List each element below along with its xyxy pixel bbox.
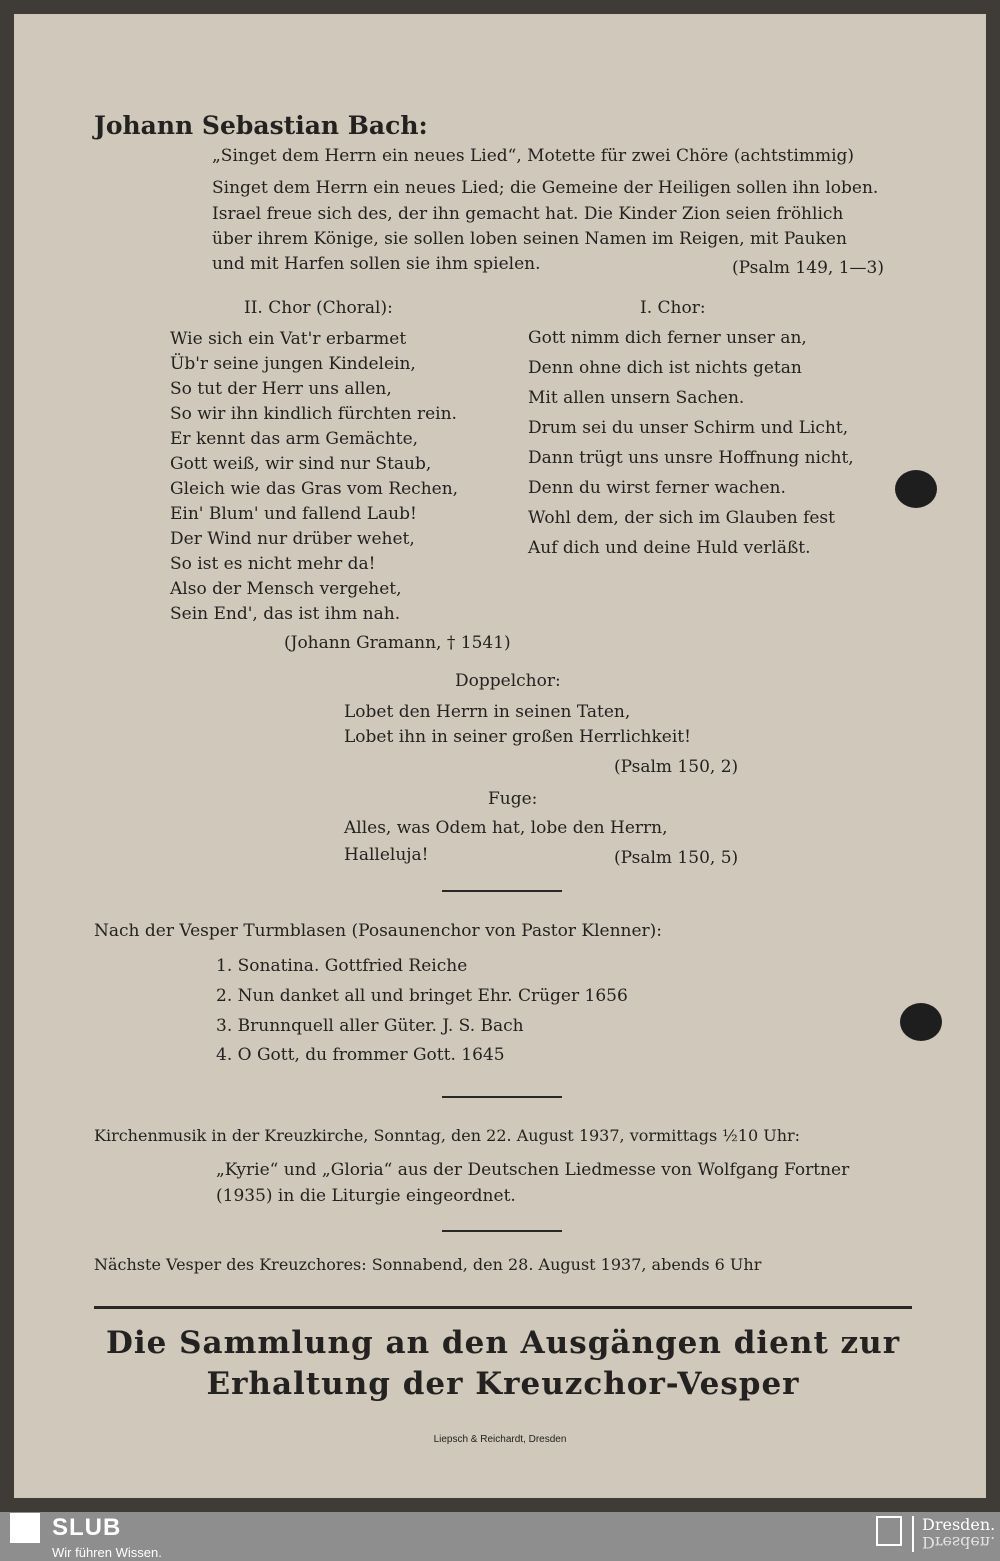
tower-item: 1. Sonatina. Gottfried Reiche [216, 956, 468, 976]
choir2-line: So tut der Herr uns allen, [170, 379, 392, 399]
psalm-text-line: Israel freue sich des, der ihn gemacht hat. Die Kinder Zion seien fröhlich [212, 204, 844, 224]
city-name: Dresden. [922, 1515, 996, 1534]
viewer-footer [0, 1512, 1000, 1561]
choir2-line: Wie sich ein Vat'r erbarmet [170, 329, 407, 349]
choir2-line: Der Wind nur drüber wehet, [170, 529, 415, 549]
psalm-text-line: Singet dem Herrn ein neues Lied; die Gemeine der Heiligen sollen ihn loben. [212, 178, 879, 198]
psalm-text-line: und mit Harfen sollen sie ihm spielen. [212, 254, 541, 274]
section-divider [442, 890, 562, 892]
choir1-line: Denn ohne dich ist nichts getan [528, 358, 802, 378]
fugue-line: Alles, was Odem hat, lobe den Herrn, [344, 818, 668, 838]
footer-divider [912, 1516, 914, 1552]
choir1-heading: I. Chor: [640, 298, 706, 318]
church-music-line: „Kyrie“ und „Gloria“ aus der Deutschen Liedmesse von Wolfgang Fortner [216, 1160, 850, 1180]
double-choir-heading: Doppelchor: [455, 671, 561, 691]
choir1-line: Gott nimm dich ferner unser an, [528, 328, 807, 348]
fugue-line: Halleluja! [344, 845, 429, 865]
tower-item: 3. Brunnquell aller Güter. J. S. Bach [216, 1016, 524, 1036]
choir1-line: Drum sei du unser Schirm und Licht, [528, 418, 849, 438]
choir1-line: Dann trügt uns unsre Hoffnung nicht, [528, 448, 854, 468]
collection-notice-line: Die Sammlung an den Ausgängen dient zur [105, 1325, 901, 1361]
choir1-line: Auf dich und deine Huld verläßt. [528, 538, 811, 558]
punch-hole [895, 470, 937, 508]
choir1-line: Mit allen unsern Sachen. [528, 388, 745, 408]
choir2-line: Gleich wie das Gras vom Rechen, [170, 479, 459, 499]
choir2-line: Üb'r seine jungen Kindelein, [170, 354, 416, 374]
page-rule [94, 1306, 912, 1309]
punch-hole [900, 1003, 942, 1041]
section-divider [442, 1096, 562, 1098]
double-choir-reference: (Psalm 150, 2) [614, 757, 739, 777]
tower-heading: Nach der Vesper Turmblasen (Posaunenchor von Pastor Klenner): [94, 921, 663, 941]
brand-slogan: Wir führen Wissen. [52, 1545, 162, 1560]
tower-item: 4. O Gott, du frommer Gott. 1645 [216, 1045, 505, 1065]
city-name-reflection: Dresden. [922, 1533, 996, 1552]
printer-imprint: Liepsch & Reichardt, Dresden [433, 1434, 567, 1445]
composer-heading: Johann Sebastian Bach: [94, 111, 428, 140]
church-music-heading: Kirchenmusik in der Kreuzkirche, Sonntag, den 22. August 1937, vormittags ½10 Uhr: [94, 1126, 801, 1145]
choir2-line: Er kennt das arm Gemächte, [170, 429, 419, 449]
psalm-reference: (Psalm 149, 1—3) [732, 258, 884, 278]
hymn-author: (Johann Gramann, † 1541) [284, 633, 511, 653]
choir2-line: Also der Mensch vergehet, [170, 579, 402, 599]
choir2-line: So ist es nicht mehr da! [170, 554, 376, 574]
choir1-line: Wohl dem, der sich im Glauben fest [528, 508, 835, 528]
next-vesper-notice: Nächste Vesper des Kreuzchores: Sonnabend, den 28. August 1937, abends 6 Uhr [94, 1255, 762, 1274]
choir2-line: Gott weiß, wir sind nur Staub, [170, 454, 432, 474]
collection-notice-line: Erhaltung der Kreuzchor-Vesper [206, 1366, 800, 1402]
slub-logo-icon [10, 1513, 40, 1543]
work-title: „Singet dem Herrn ein neues Lied“, Motette für zwei Chöre (achtstimmig) [212, 146, 855, 166]
church-music-line: (1935) in die Liturgie eingeordnet. [216, 1186, 516, 1206]
choir2-heading: II. Chor (Choral): [244, 298, 393, 318]
double-choir-line: Lobet den Herrn in seinen Taten, [344, 702, 631, 722]
coat-of-arms-icon [876, 1516, 902, 1546]
section-divider [442, 1230, 562, 1232]
choir2-line: So wir ihn kindlich fürchten rein. [170, 404, 457, 424]
choir2-line: Ein' Blum' und fallend Laub! [170, 504, 417, 524]
choir1-line: Denn du wirst ferner wachen. [528, 478, 786, 498]
fugue-heading: Fuge: [488, 789, 538, 809]
tower-item: 2. Nun danket all und bringet Ehr. Crüger 1656 [216, 986, 628, 1006]
double-choir-line: Lobet ihn in seiner großen Herrlichkeit! [344, 727, 691, 747]
brand-name: SLUB [52, 1514, 122, 1541]
fugue-reference: (Psalm 150, 5) [614, 848, 739, 868]
psalm-text-line: über ihrem Könige, sie sollen loben seinen Namen im Reigen, mit Pauken [212, 229, 847, 249]
choir2-line: Sein End', das ist ihm nah. [170, 604, 401, 624]
